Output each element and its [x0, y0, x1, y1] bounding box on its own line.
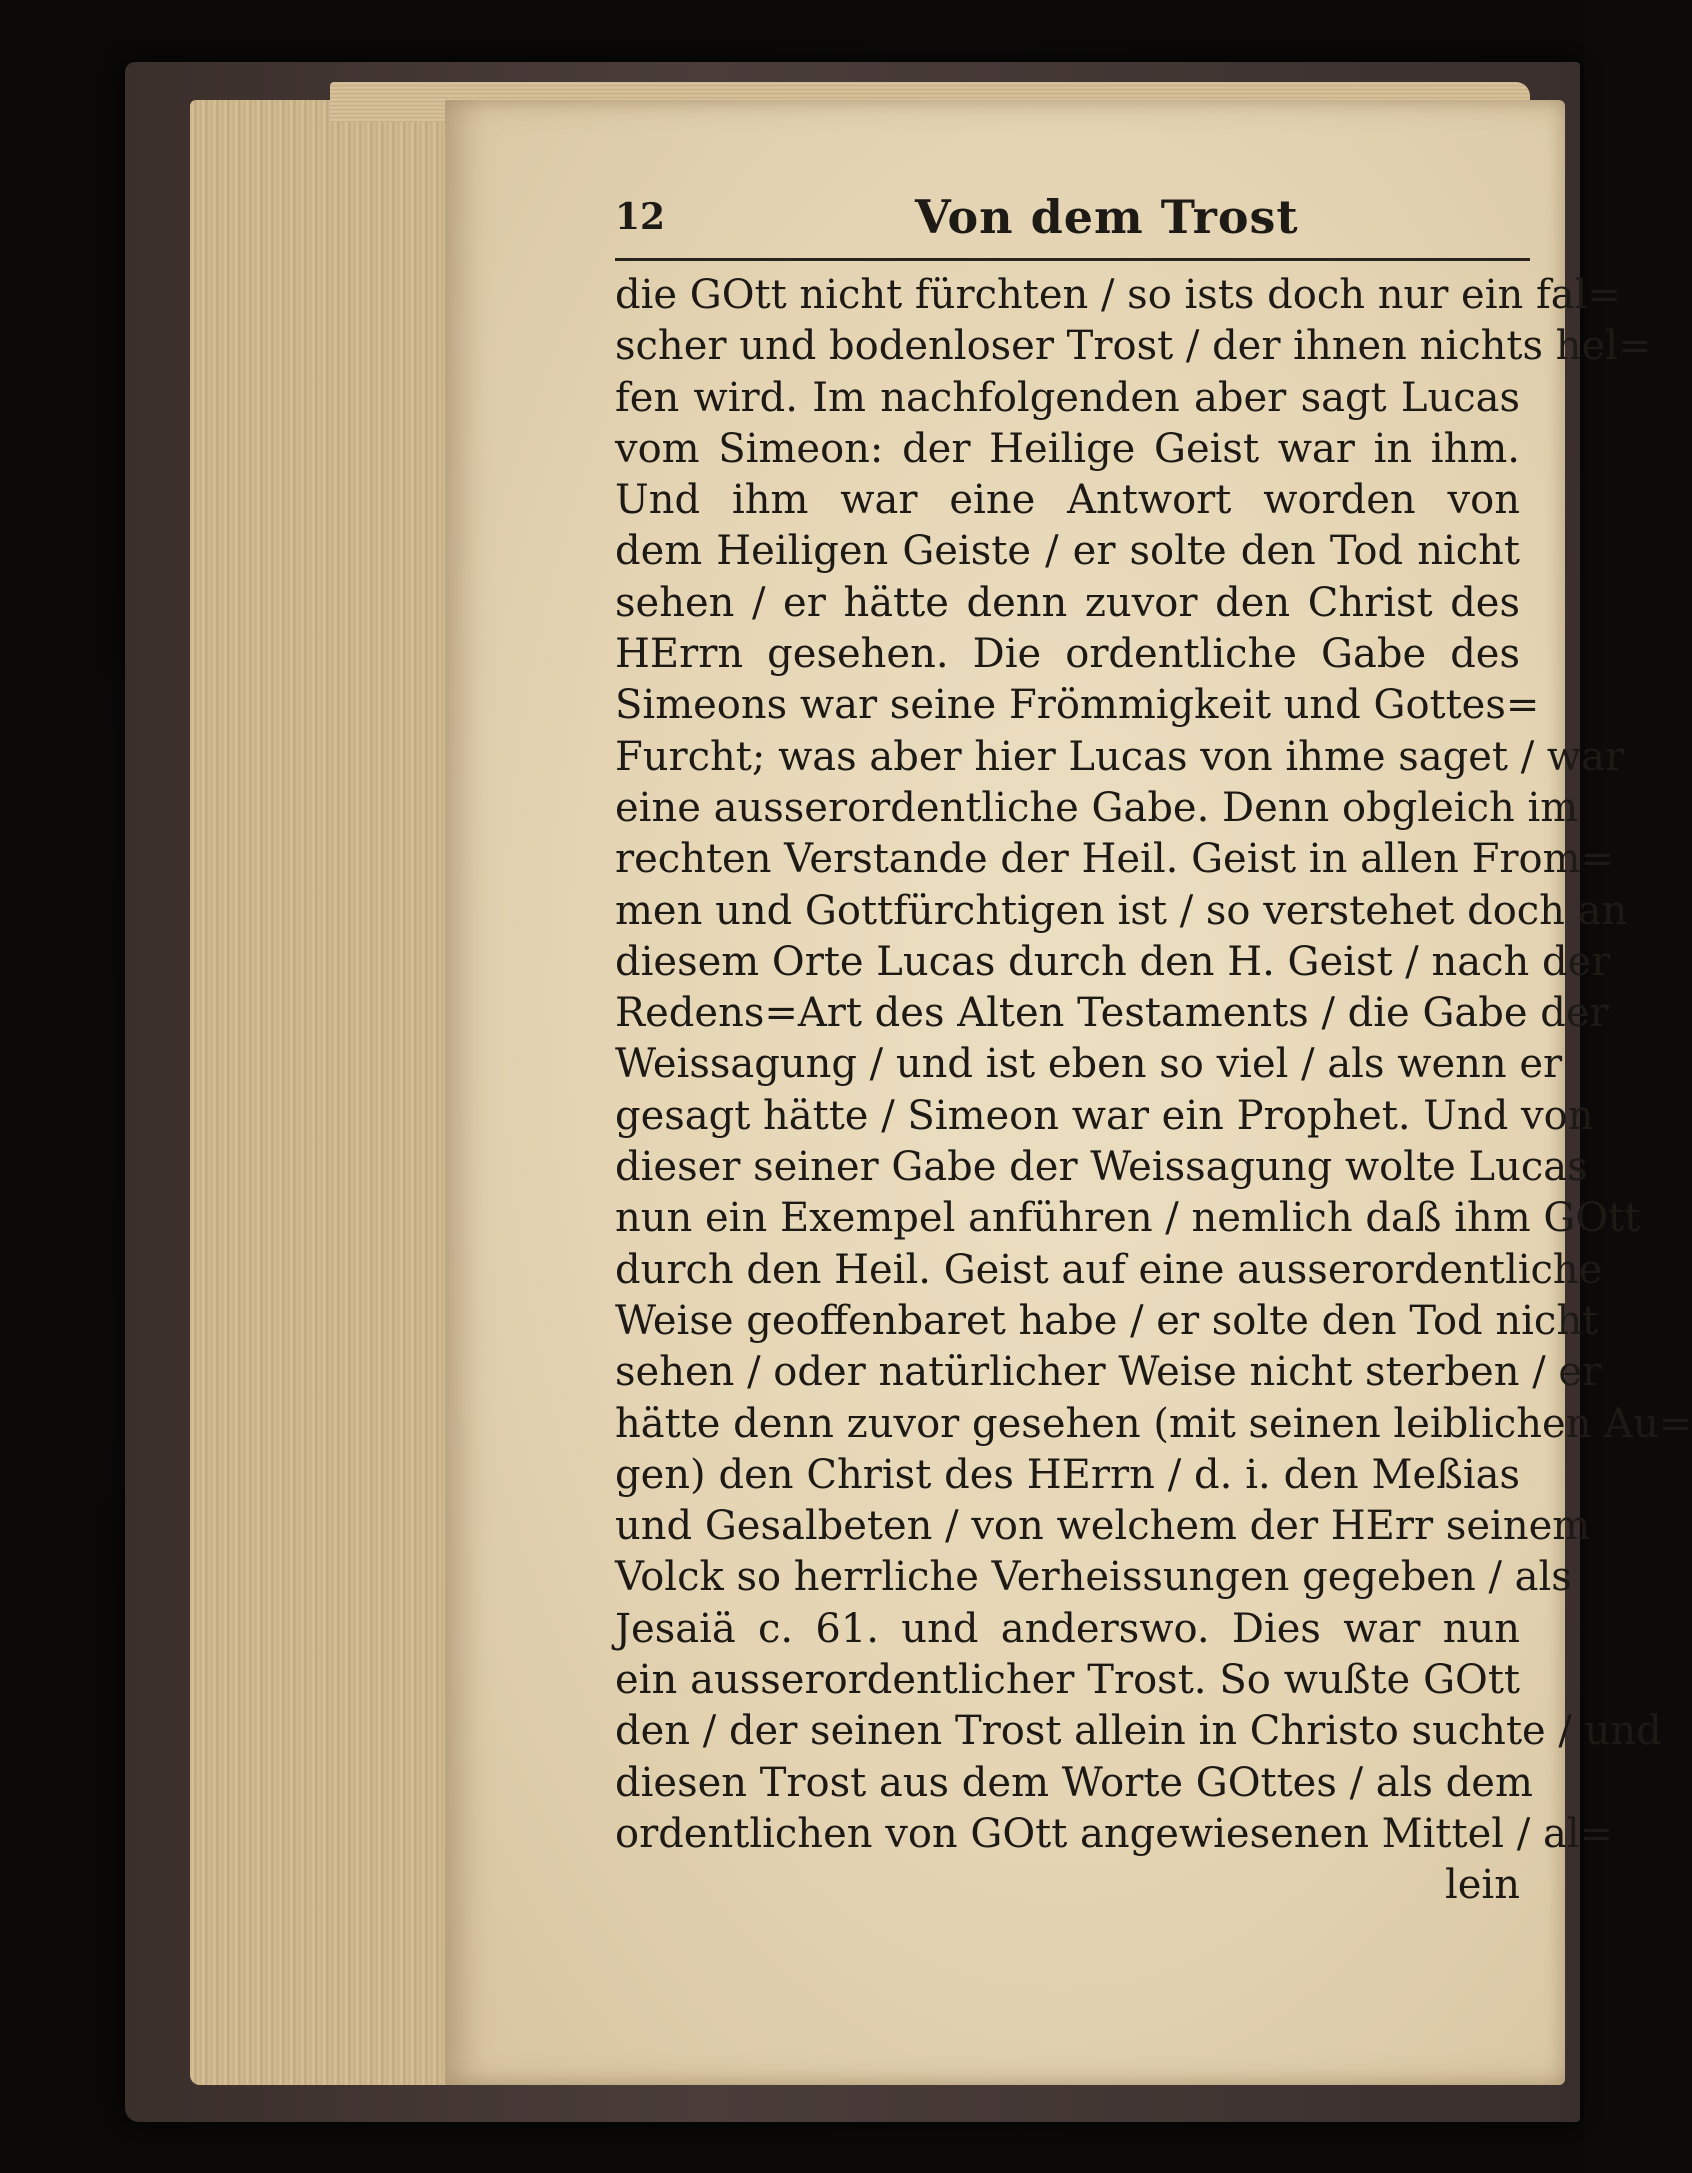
text-line: sehen / er hätte denn zuvor den Christ des [615, 579, 1520, 626]
text-line: sehen / oder natürlicher Weise nicht sterben / er [615, 1349, 1602, 1396]
text-line: Jesaiä c. 61. und anderswo. Dies war nun [615, 1605, 1520, 1652]
running-head [615, 190, 1535, 250]
text-line: men und Gottfürchtigen ist / so verstehet doch an [615, 887, 1628, 934]
text-line: rechten Verstande der Heil. Geist in allen From= [615, 836, 1615, 883]
text-line: Furcht; was aber hier Lucas von ihme saget / war [615, 733, 1625, 780]
text-line: dieser seiner Gabe der Weissagung wolte Lucas [615, 1144, 1588, 1191]
text-line: diesen Trost aus dem Worte GOttes / als dem [615, 1759, 1533, 1806]
text-line: diesem Orte Lucas durch den H. Geist / nach der [615, 938, 1611, 985]
text-line: lein [1444, 1862, 1520, 1909]
body-text [615, 270, 1692, 1912]
text-line: die GOtt nicht fürchten / so ists doch nur ein fal= [615, 272, 1621, 318]
text-line: scher und bodenloser Trost / der ihnen nichts hel= [615, 323, 1652, 370]
text-line: dem Heiligen Geiste / er solte den Tod nicht [615, 528, 1520, 575]
text-line: hätte denn zuvor gesehen (mit seinen leiblichen Au= [615, 1400, 1692, 1447]
running-title: Von dem Trost [915, 190, 1299, 244]
header-rule [615, 258, 1530, 261]
text-line: und Gesalbeten / von welchem der HErr seinem [615, 1503, 1591, 1550]
page-block-edges [190, 100, 460, 2085]
text-line: Volck so herrliche Verheissungen gegeben / als [615, 1554, 1572, 1601]
text-line: Weise geoffenbaret habe / er solte den Tod nicht [615, 1297, 1599, 1344]
text-line: gen) den Christ des HErrn / d. i. den Meßias [615, 1451, 1520, 1498]
text-line: nun ein Exempel anführen / nemlich daß ihm GOtt [615, 1195, 1641, 1242]
text-line: Weissagung / und ist eben so viel / als wenn er [615, 1041, 1563, 1088]
text-line: eine ausserordentliche Gabe. Denn obgleich im [615, 784, 1579, 831]
text-line: gesagt hätte / Simeon war ein Prophet. Und von [615, 1092, 1594, 1139]
text-line: fen wird. Im nachfolgenden aber sagt Lucas [615, 374, 1520, 421]
text-line: vom Simeon: der Heilige Geist war in ihm. [615, 425, 1520, 472]
text-line: den / der seinen Trost allein in Christo suchte / und [615, 1708, 1662, 1755]
page-number: 12 [615, 196, 666, 238]
text-line: ordentlichen von GOtt angewiesenen Mittel / al= [615, 1810, 1614, 1857]
text-line: Und ihm war eine Antwort worden von [615, 477, 1520, 524]
text-line: Simeons war seine Frömmigkeit und Gottes= [615, 682, 1540, 729]
text-line: durch den Heil. Geist auf eine ausserordentliche [615, 1246, 1603, 1293]
text-line: Redens=Art des Alten Testaments / die Gabe der [615, 990, 1609, 1037]
text-line: ein ausserordentlicher Trost. So wußte GOtt [615, 1657, 1520, 1704]
text-line: HErrn gesehen. Die ordentliche Gabe des [615, 631, 1520, 678]
